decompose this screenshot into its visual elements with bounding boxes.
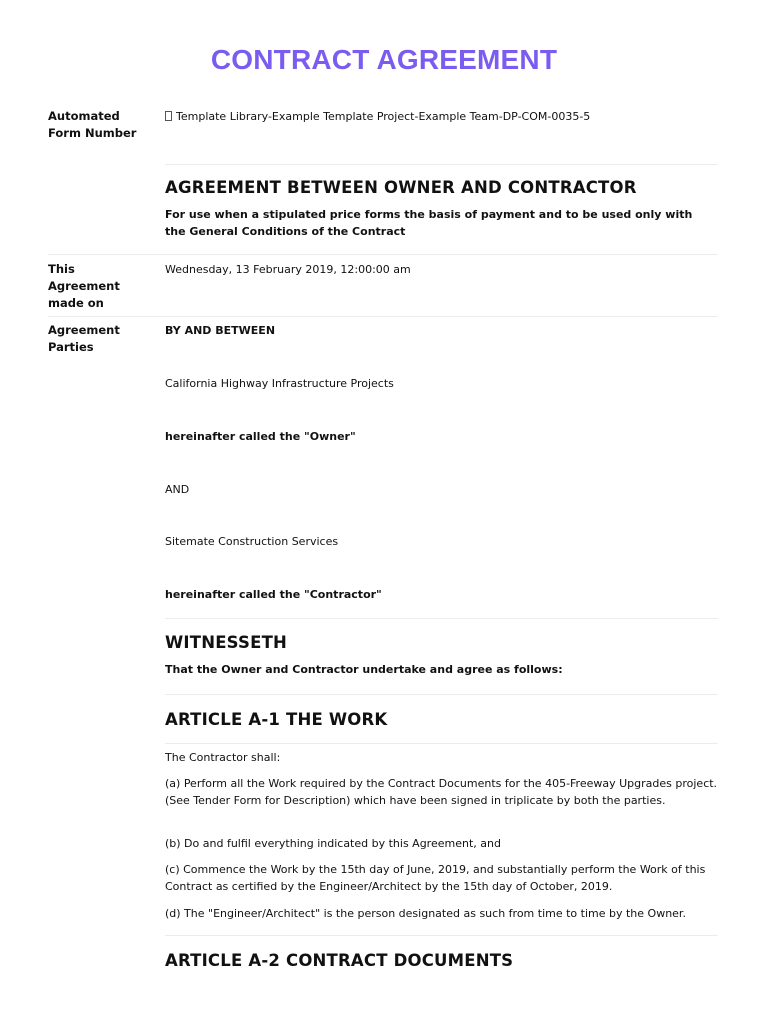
owner-called: hereinafter called the "Owner" [165,430,356,443]
divider [165,935,718,936]
article-a2-heading: ARTICLE A-2 CONTRACT DOCUMENTS [165,951,514,970]
divider [165,694,718,695]
article-a1-intro: The Contractor shall: [165,751,281,764]
article-a1-heading: ARTICLE A-1 THE WORK [165,710,388,729]
divider [165,164,718,165]
form-number-label: Automated Form Number [48,109,137,140]
owner-name: California Highway Infrastructure Projects [165,377,394,390]
witnesseth-text: That the Owner and Contractor undertake and agree as follows: [165,663,563,676]
parties-label: Agreement Parties [48,323,120,354]
and-text: AND [165,483,190,496]
page-title: CONTRACT AGREEMENT [210,44,558,75]
divider [165,618,718,619]
agreement-subtitle: For use when a stipulated price forms the basis of payment and to be used only with the General Conditions of the Contract [165,208,693,238]
article-a1-item-a: (a) Perform all the Work required by the Contract Documents for the 405-Freeway Upgrades project. (See Tender Form for Description) which have been signed in triplicate by both the parties. [165,777,718,807]
article-a1-item-c: (c) Commence the Work by the 15th day of June, 2019, and substantially perform the Work of this Contract as certified by the Engineer/Architect by the 15th day of October, 2019. [165,863,706,893]
witnesseth-heading: WITNESSETH [165,633,288,652]
made-on-label: This Agreement made on [48,262,120,310]
made-on-value: Wednesday, 13 February 2019, 12:00:00 am [165,263,411,276]
article-a1-item-d: (d) The "Engineer/Architect" is the person designated as such from time to time by the Owner. [165,907,686,920]
form-number-value [165,108,720,125]
agreement-heading: AGREEMENT BETWEEN OWNER AND CONTRACTOR [165,178,637,197]
divider [48,254,718,255]
form-number-text: Template Library-Example Template Project-Example Team-DP-COM-0035-5 [176,110,591,123]
contractor-called: hereinafter called the "Contractor" [165,588,382,601]
document-icon [165,111,172,121]
divider [48,316,718,317]
divider [165,743,718,744]
article-a1-item-b: (b) Do and fulfil everything indicated by this Agreement, and [165,837,501,850]
by-and-between: BY AND BETWEEN [165,324,276,337]
contractor-name: Sitemate Construction Services [165,535,339,548]
